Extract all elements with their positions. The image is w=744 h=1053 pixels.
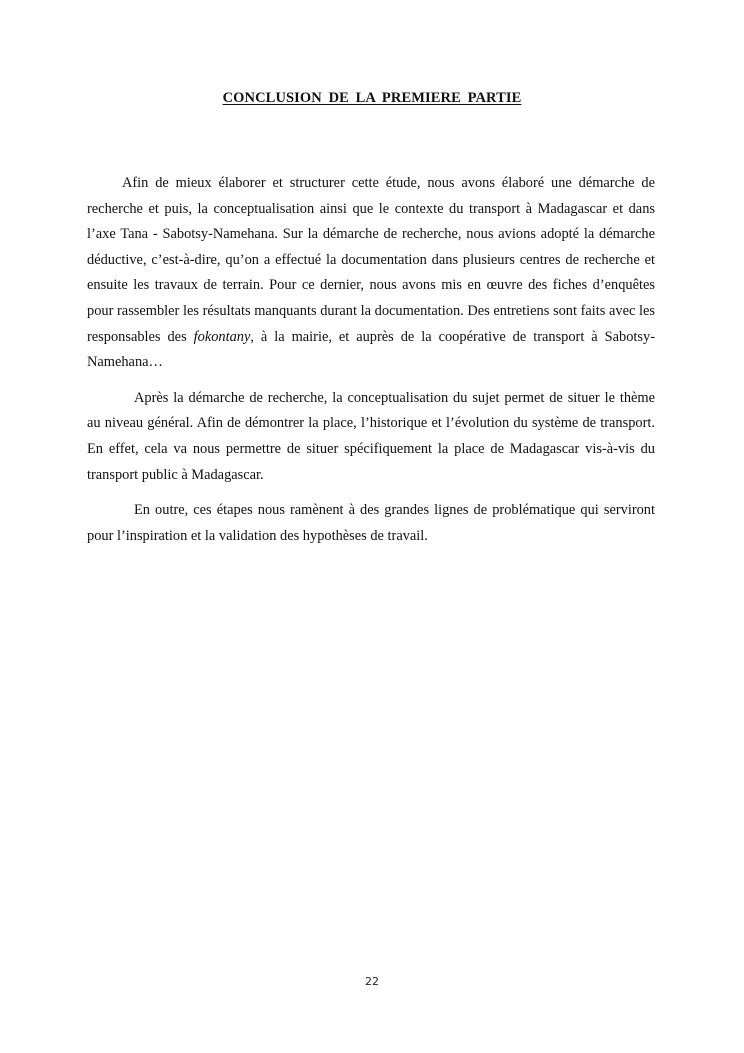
page-title: CONCLUSION DE LA PREMIERE PARTIE (222, 90, 522, 106)
paragraph-3: En outre, ces étapes nous ramènent à des grandes lignes de problématique qui serviront pour l’inspiration et la validation des hypothèses de travail. (87, 502, 655, 544)
body-text (87, 171, 655, 549)
paragraph-1-text-end: , à la mairie, et auprès de la coopérative de transport à Sabotsy-Namehana… (87, 328, 655, 371)
paragraph-1 (87, 171, 655, 376)
paragraph-2: Après la démarche de recherche, la conceptualisation du sujet permet de situer le thème au niveau général. Afin de démontrer la place, l’historique et l’évolution du système de transport. En effet, cela va nous permettre de situer spécifiquement la place de Madagascar vis-à-vis du transport public à Madagascar. (87, 389, 655, 483)
paragraph-1-text-start: Afin de mieux élaborer et structurer cette étude, nous avons élaboré une démarche de recherche et puis, la conceptualisation ainsi que le contexte du transport à Madagascar et dans l’axe Tana - Sabotsy-Namehana. Sur la démarche de recherche, nous avions adopté la démarche déductive, c’est-à-dire, qu’on a effectué la documentation dans plusieurs centres de recherche et ensuite les travaux de terrain. Pour ce dernier, nous avons mis en œuvre des fiches d’enquêtes pour rassembler les résultats manquants durant la documentation. Des entretiens sont faits avec les responsables des (87, 175, 655, 345)
paragraph-1-italic-term: fokontany (193, 328, 251, 345)
page-number: 22 (365, 975, 379, 988)
